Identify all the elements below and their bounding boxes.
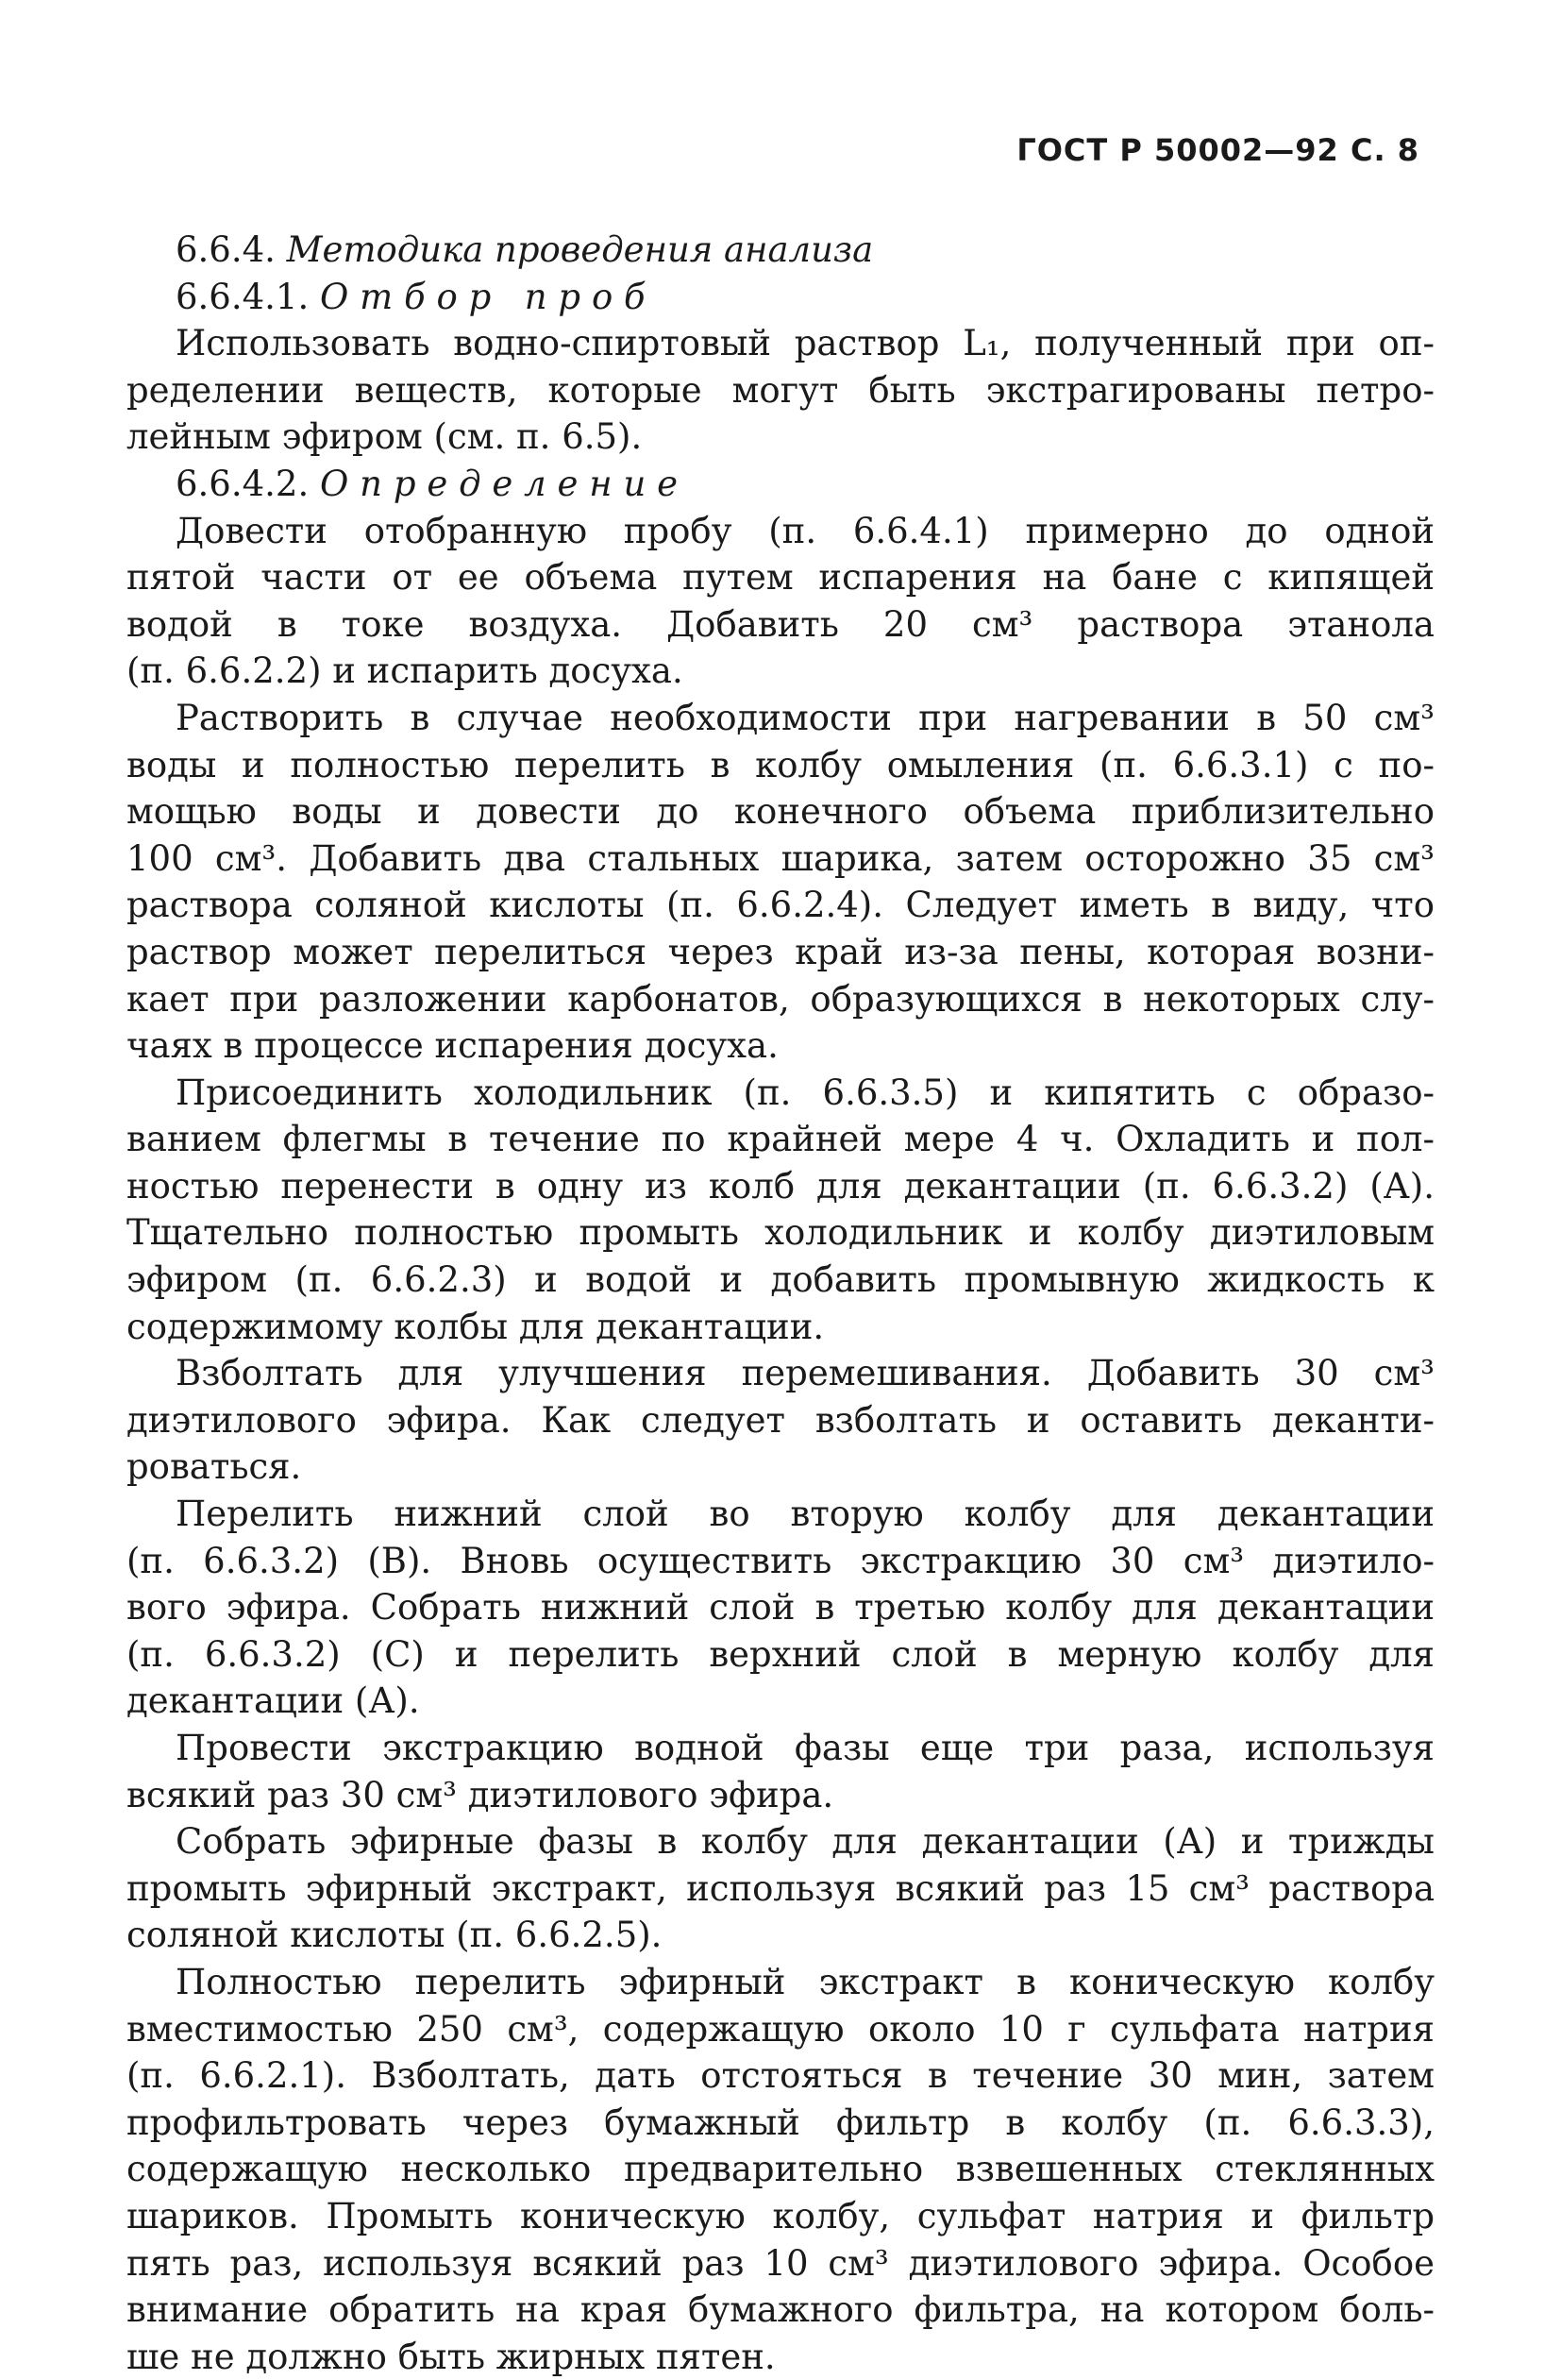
paragraph-sampling — [126, 320, 1435, 461]
section-number: 6.6.4.2. — [176, 463, 310, 504]
text-line: содержащую несколько предварительно взвешенных стеклянных — [126, 2149, 1435, 2190]
text-line: внимание обратить на края бумажного фильтра, на котором боль- — [126, 2289, 1435, 2331]
section-title: Методика проведения анализа — [286, 229, 874, 270]
text-line: соляной кислоты (п. 6.6.2.5). — [126, 1915, 663, 1956]
paragraph — [126, 695, 1435, 1070]
text-line: Взболтать для улучшения перемешивания. Добавить 30 см³ — [176, 1353, 1435, 1394]
text-line: Перелить нижний слой во вторую колбу для декантации — [176, 1494, 1435, 1535]
text-line: водой в токе воздуха. Добавить 20 см³ раствора этанола — [126, 603, 1435, 645]
text-line: раствора соляной кислоты (п. 6.6.2.4). Следует иметь в виду, что — [126, 885, 1435, 926]
text-line: Растворить в случае необходимости при нагревании в 50 см³ — [176, 697, 1435, 738]
paragraph — [126, 1725, 1435, 1818]
text-line: профильтровать через бумажный фильтр в колбу (п. 6.6.3.3), — [126, 2101, 1435, 2143]
text-line: Довести отобранную пробу (п. 6.6.4.1) примерно до одной — [176, 510, 1435, 551]
text-line: мощью воды и довести до конечного объема приблизительно — [126, 791, 1435, 833]
paragraph — [126, 508, 1435, 695]
text-line: чаях в процессе испарения досуха. — [126, 1025, 779, 1067]
text-line: Провести экстракцию водной фазы еще три раза, используя — [176, 1728, 1435, 1768]
text-line: Использовать водно-спиртовый раствор L₁, полученный при оп- — [176, 323, 1435, 364]
text-line: (п. 6.6.3.2) (В). Вновь осуществить экстракцию 30 см³ диэтило- — [126, 1540, 1435, 1581]
text-line: (п. 6.6.2.1). Взболтать, дать отстояться в течение 30 мин, затем — [126, 2055, 1435, 2097]
text-line: Присоединить холодильник (п. 6.6.3.5) и кипятить с образо- — [176, 1072, 1435, 1113]
text-line: ределении веществ, которые могут быть экстрагированы петро- — [126, 369, 1435, 411]
section-title: Отбор проб — [319, 276, 657, 317]
text-line: декантации (А). — [126, 1680, 420, 1722]
section-heading-6-6-4-1 — [126, 274, 1435, 321]
text-line: Тщательно полностью промыть холодильник и колбу диэтиловым — [126, 1212, 1435, 1254]
text-line: вместимостью 250 см³, содержащую около 10 г сульфата натрия — [126, 2008, 1435, 2050]
text-line: ностью перенести в одну из колб для декантации (п. 6.6.3.2) (А). — [126, 1165, 1435, 1207]
paragraph — [126, 1350, 1435, 1491]
section-heading-6-6-4-2 — [126, 461, 1435, 508]
text-line: шариков. Промыть коническую колбу, сульфат натрия и фильтр — [126, 2195, 1435, 2237]
text-line: вого эфира. Собрать нижний слой в третью колбу для декантации — [126, 1587, 1435, 1629]
text-line: промыть эфирный экстракт, используя всякий раз 15 см³ раствора — [126, 1867, 1435, 1909]
text-line: эфиром (п. 6.6.2.3) и водой и добавить промывную жидкость к — [126, 1259, 1435, 1301]
section-number: 6.6.4. — [176, 229, 276, 270]
running-header: ГОСТ Р 50002—92 С. 8 — [1016, 132, 1419, 168]
text-line: ванием флегмы в течение по крайней мере 4 ч. Охладить и пол- — [126, 1119, 1435, 1160]
paragraph — [126, 1959, 1435, 2380]
text-line: Полностью перелить эфирный экстракт в коническую колбу — [176, 1961, 1435, 2002]
paragraphs-container — [126, 508, 1435, 2380]
text-line: кает при разложении карбонатов, образующихся в некоторых слу- — [126, 978, 1435, 1020]
text-line: пятой части от ее объема путем испарения на бане с кипящей — [126, 557, 1435, 599]
paragraph — [126, 1491, 1435, 1725]
text-line: пять раз, используя всякий раз 10 см³ диэтилового эфира. Особое — [126, 2242, 1435, 2284]
text-line: раствор может перелиться через край из-за пены, которая возни- — [126, 931, 1435, 972]
document-body — [126, 227, 1435, 2380]
text-line: ше не должно быть жирных пятен. — [126, 2336, 776, 2377]
text-line: диэтилового эфира. Как следует взболтать и оставить деканти- — [126, 1399, 1435, 1441]
paragraph — [126, 1070, 1435, 1351]
section-title: Определение — [319, 463, 689, 504]
section-heading-6-6-4 — [126, 227, 1435, 274]
text-line: роваться. — [126, 1446, 302, 1488]
text-line: всякий раз 30 см³ диэтилового эфира. — [126, 1774, 834, 1815]
text-line: содержимому колбы для декантации. — [126, 1306, 825, 1347]
text-line: (п. 6.6.2.2) и испарить досуха. — [126, 650, 683, 692]
text-line: лейным эфиром (см. п. 6.5). — [126, 416, 643, 458]
text-line: воды и полностью перелить в колбу омыления (п. 6.6.3.1) с по- — [126, 744, 1435, 785]
section-number: 6.6.4.1. — [176, 276, 310, 317]
text-line: (п. 6.6.3.2) (С) и перелить верхний слой в мерную колбу для — [126, 1633, 1435, 1675]
text-line: 100 см³. Добавить два стальных шарика, затем осторожно 35 см³ — [126, 837, 1435, 879]
text-line: Собрать эфирные фазы в колбу для декантации (А) и трижды — [176, 1821, 1435, 1863]
paragraph — [126, 1818, 1435, 1959]
